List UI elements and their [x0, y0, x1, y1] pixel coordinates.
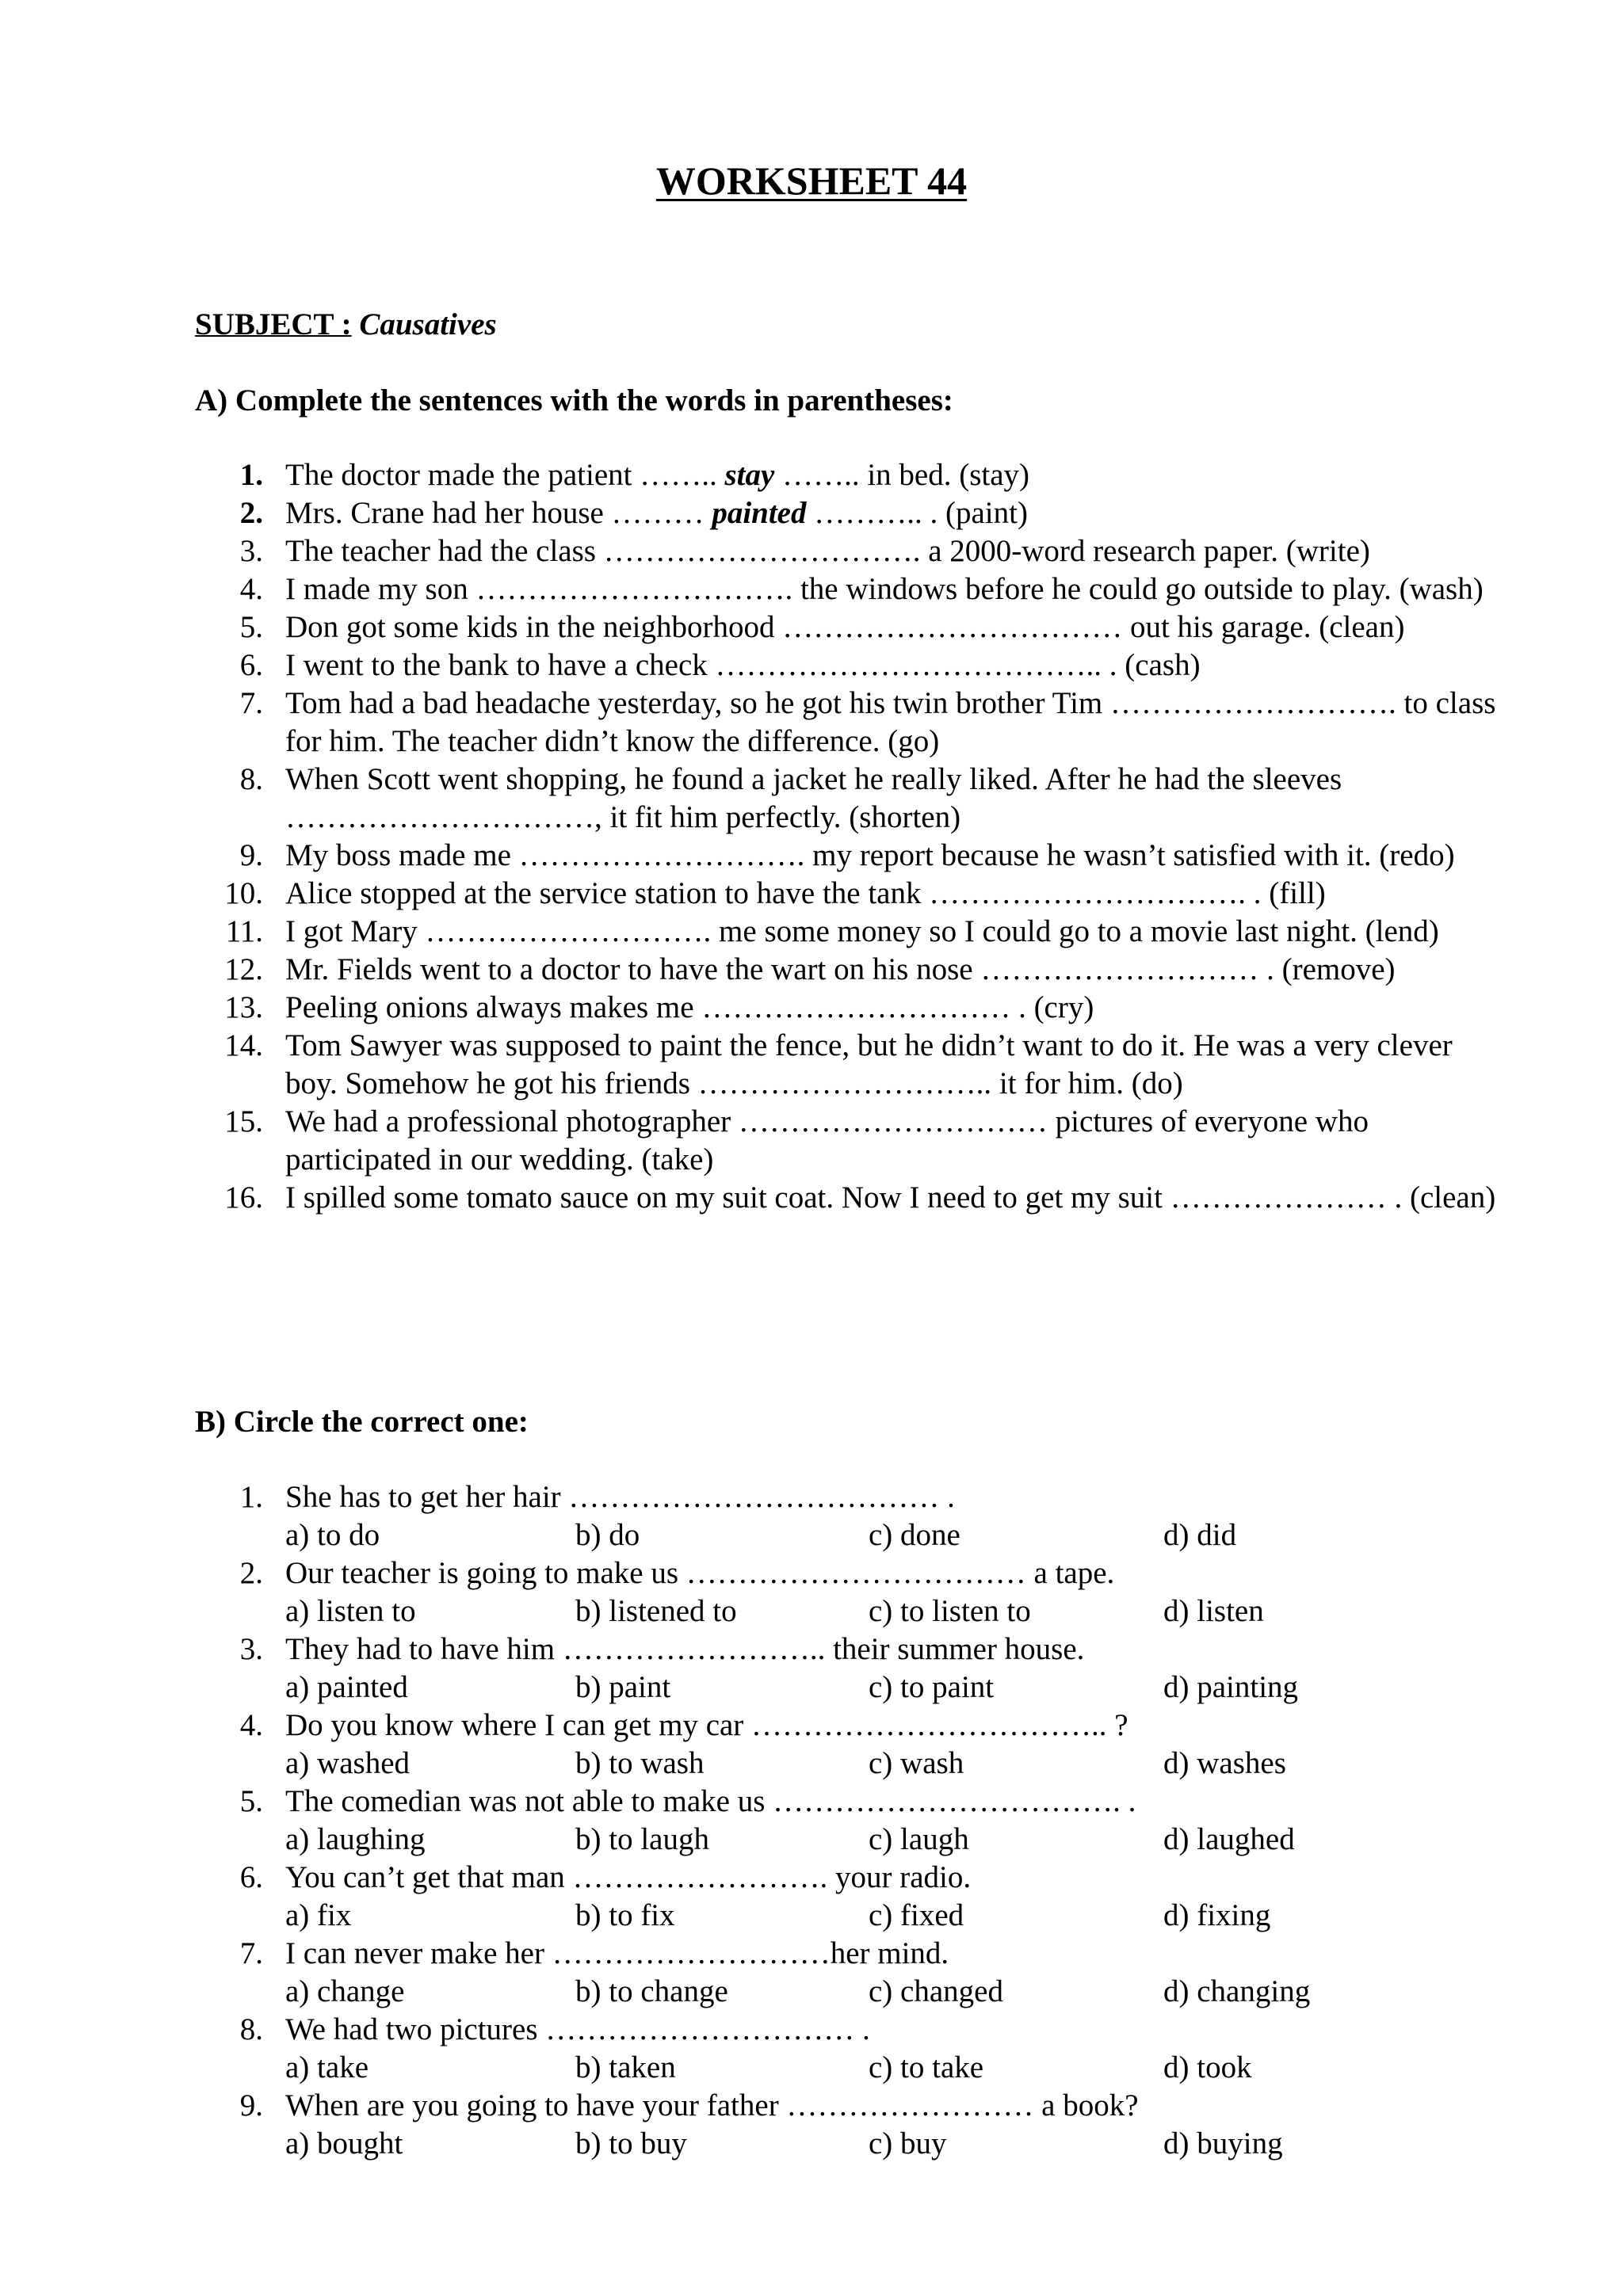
item-number: 10. — [224, 876, 263, 910]
option-b[interactable]: b) to wash — [575, 1746, 705, 1780]
item-number: 9. — [239, 838, 263, 872]
list-item — [195, 875, 1503, 913]
item-text: Don got some kids in the neighborhood …………………………… out his garage. (clean) — [285, 610, 1405, 644]
item-text: My boss made me ………………………. my report because he wasn’t satisfied with it. (redo) — [285, 838, 1455, 872]
options-row — [195, 2049, 1503, 2087]
item-number: 4. — [239, 572, 263, 606]
option-a[interactable]: a) to do — [285, 1518, 380, 1552]
option-a[interactable]: a) washed — [285, 1746, 411, 1780]
item-number: 13. — [224, 990, 263, 1024]
worksheet-title: WORKSHEET 44 — [655, 158, 968, 203]
item-text: Mrs. Crane had her house ……… painted ……….. . (paint) — [285, 496, 1028, 530]
option-d[interactable]: d) listen — [1163, 1594, 1264, 1628]
item-number: 14. — [224, 1028, 263, 1062]
option-d[interactable]: d) did — [1163, 1518, 1237, 1552]
item-text: The teacher had the class …………………………. a 2000-word research paper. (write) — [285, 534, 1370, 568]
option-b[interactable]: b) listened to — [575, 1594, 737, 1628]
list-item — [195, 1478, 1503, 1554]
list-item — [195, 761, 1503, 837]
item-text: You can’t get that man ……………………. your radio. — [285, 1860, 972, 1894]
subject-value: Causatives — [359, 307, 497, 341]
option-b[interactable]: b) paint — [575, 1670, 671, 1704]
list-item — [195, 837, 1503, 875]
option-c[interactable]: c) laugh — [869, 1822, 969, 1856]
options-row — [195, 1669, 1503, 1707]
subject-label: SUBJECT : — [195, 307, 352, 341]
option-c[interactable]: c) fixed — [869, 1898, 964, 1932]
list-item — [195, 913, 1503, 951]
item-text: She has to get her hair ……………………………… . — [285, 1480, 955, 1514]
item-text: Do you know where I can get my car …………………………….. ? — [285, 1708, 1128, 1742]
option-c[interactable]: c) to take — [869, 2050, 984, 2084]
item-number: 5. — [239, 610, 263, 644]
item-number: 2. — [239, 496, 263, 530]
item-text: The doctor made the patient …….. stay …….. in bed. (stay) — [285, 458, 1030, 492]
list-item — [195, 685, 1503, 761]
item-number: 3. — [239, 1632, 263, 1666]
item-number: 1. — [239, 458, 263, 492]
list-item — [195, 570, 1503, 608]
item-number: 16. — [224, 1180, 263, 1215]
list-item — [195, 989, 1503, 1027]
option-a[interactable]: a) bought — [285, 2126, 403, 2161]
list-item — [195, 608, 1503, 646]
section-a-heading: A) Complete the sentences with the words in parentheses: — [195, 383, 953, 418]
option-b[interactable]: b) taken — [575, 2050, 676, 2084]
list-item — [195, 1935, 1503, 2011]
list-item — [195, 1027, 1503, 1103]
item-number: 4. — [239, 1708, 263, 1742]
option-c[interactable]: c) wash — [869, 1746, 964, 1780]
item-text: I went to the bank to have a check ……………………………….. . (cash) — [285, 648, 1201, 682]
list-item — [195, 1630, 1503, 1707]
section-a-list — [195, 456, 1503, 1217]
item-text: I made my son …………………………. the windows before he could go outside to play. (wash) — [285, 572, 1484, 606]
item-text: Tom had a bad headache yesterday, so he got his twin brother Tim ………………………. to class for him. The teacher didn’t know the difference. (go) — [285, 686, 1496, 758]
option-b[interactable]: b) to change — [575, 1974, 728, 2008]
option-a[interactable]: a) listen to — [285, 1594, 416, 1628]
item-number: 3. — [239, 534, 263, 568]
list-item — [195, 646, 1503, 685]
item-number: 9. — [239, 2088, 263, 2122]
item-number: 6. — [239, 648, 263, 682]
item-number: 8. — [239, 2012, 263, 2046]
option-c[interactable]: c) to paint — [869, 1670, 995, 1704]
list-item — [195, 1783, 1503, 1859]
item-text: Alice stopped at the service station to have the tank …………………………. . (fill) — [285, 876, 1326, 910]
item-number: 2. — [239, 1556, 263, 1590]
item-text: Mr. Fields went to a doctor to have the wart on his nose ……………………… . (remove) — [285, 952, 1396, 986]
list-item — [195, 1103, 1503, 1179]
list-item — [195, 2087, 1503, 2163]
item-number: 6. — [239, 1860, 263, 1894]
item-number: 7. — [239, 1936, 263, 1970]
option-a[interactable]: a) fix — [285, 1898, 352, 1932]
option-c[interactable]: c) buy — [869, 2126, 947, 2161]
subject-line — [195, 305, 497, 345]
option-a[interactable]: a) change — [285, 1974, 405, 2008]
option-c[interactable]: c) to listen to — [869, 1594, 1031, 1628]
item-number: 7. — [239, 686, 263, 720]
options-row — [195, 1516, 1503, 1554]
item-text: I spilled some tomato sauce on my suit coat. Now I need to get my suit ………………… . (clean) — [285, 1180, 1496, 1215]
list-item — [195, 951, 1503, 989]
list-item — [195, 1707, 1503, 1783]
item-number: 15. — [224, 1104, 263, 1138]
option-d[interactable]: d) fixing — [1163, 1898, 1271, 1932]
options-row — [195, 2125, 1503, 2163]
item-text: We had a professional photographer ………………………… pictures of everyone who participated in our wedding. (take) — [285, 1104, 1369, 1177]
option-b[interactable]: b) to buy — [575, 2126, 687, 2161]
item-text: When Scott went shopping, he found a jacket he really liked. After he had the sleeves …………………………, it fit him perfectly. (shorten) — [285, 762, 1342, 834]
item-text: They had to have him …………………….. their summer house. — [285, 1632, 1085, 1666]
item-number: 5. — [239, 1784, 263, 1818]
option-a[interactable]: a) laughing — [285, 1822, 426, 1856]
list-item — [195, 456, 1503, 494]
options-row — [195, 1897, 1503, 1935]
option-c[interactable]: c) changed — [869, 1974, 1003, 2008]
option-a[interactable]: a) take — [285, 2050, 369, 2084]
item-number: 12. — [224, 952, 263, 986]
option-b[interactable]: b) to fix — [575, 1898, 675, 1932]
item-text: Peeling onions always makes me ………………………… . (cry) — [285, 990, 1094, 1024]
option-d[interactable]: d) changing — [1163, 1974, 1311, 2008]
options-row — [195, 1821, 1503, 1859]
options-row — [195, 1592, 1503, 1630]
list-item — [195, 1859, 1503, 1935]
option-d[interactable]: d) painting — [1163, 1670, 1299, 1704]
item-text: I can never make her ………………………her mind. — [285, 1936, 949, 1970]
option-d[interactable]: d) washes — [1163, 1746, 1286, 1780]
section-b-list — [195, 1478, 1503, 2163]
item-text: I got Mary ………………………. me some money so I could go to a movie last night. (lend) — [285, 914, 1439, 948]
section-b-heading: B) Circle the correct one: — [195, 1405, 529, 1439]
list-item — [195, 532, 1503, 570]
option-c[interactable]: c) done — [869, 1518, 960, 1552]
example-answer: painted — [712, 496, 807, 530]
item-text: Our teacher is going to make us …………………………… a tape. — [285, 1556, 1115, 1590]
option-d[interactable]: d) buying — [1163, 2126, 1283, 2161]
option-b[interactable]: b) do — [575, 1518, 640, 1552]
list-item — [195, 2011, 1503, 2087]
item-text: When are you going to have your father …………………… a book? — [285, 2088, 1139, 2122]
item-number: 1. — [239, 1480, 263, 1514]
list-item — [195, 494, 1503, 532]
option-b[interactable]: b) to laugh — [575, 1822, 709, 1856]
item-text: Tom Sawyer was supposed to paint the fence, but he didn’t want to do it. He was a very clever boy. Somehow he got his friends ……………………….. it for him. (do) — [285, 1028, 1453, 1100]
list-item — [195, 1554, 1503, 1630]
options-row — [195, 1745, 1503, 1783]
item-number: 8. — [239, 762, 263, 796]
options-row — [195, 1973, 1503, 2011]
option-d[interactable]: d) laughed — [1163, 1822, 1295, 1856]
item-text: The comedian was not able to make us ……………………………. . — [285, 1784, 1136, 1818]
example-answer: stay — [724, 458, 775, 492]
item-text: We had two pictures ………………………… . — [285, 2012, 870, 2046]
list-item — [195, 1179, 1503, 1217]
option-d[interactable]: d) took — [1163, 2050, 1252, 2084]
option-a[interactable]: a) painted — [285, 1670, 408, 1704]
item-number: 11. — [225, 914, 263, 948]
